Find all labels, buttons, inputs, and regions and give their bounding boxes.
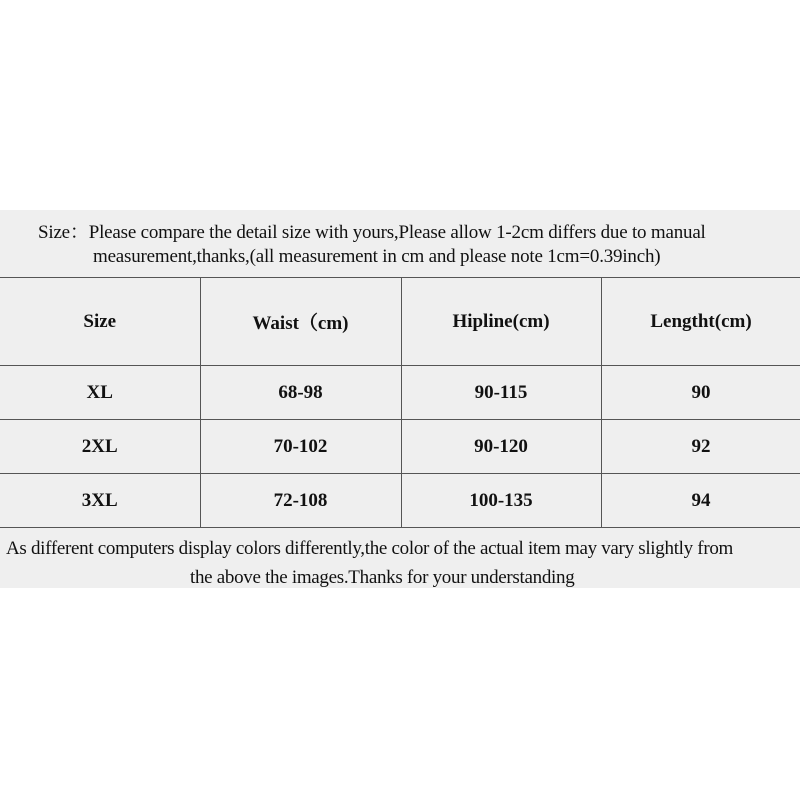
cell-size: 2XL <box>0 420 200 474</box>
cell-waist: 68-98 <box>200 366 401 420</box>
cell-waist: 70-102 <box>200 420 401 474</box>
size-note-line-2: measurement,thanks,(all measurement in cm and please note 1cm=0.39inch) <box>93 246 661 267</box>
cell-size: 3XL <box>0 474 200 528</box>
table-header-row <box>0 278 800 366</box>
header-length: Lengtht(cm) <box>601 278 800 366</box>
table-row <box>0 420 800 474</box>
header-size: Size <box>0 278 200 366</box>
cell-waist: 72-108 <box>200 474 401 528</box>
header-hipline: Hipline(cm) <box>401 278 601 366</box>
cell-hipline: 90-115 <box>401 366 601 420</box>
table-row <box>0 474 800 528</box>
size-note-line-1: Size：Please compare the detail size with yours,Please allow 1-2cm differs due to manual <box>38 222 706 243</box>
size-chart <box>0 210 800 588</box>
table-row <box>0 366 800 420</box>
color-disclaimer-line-2: the above the images.Thanks for your understanding <box>190 567 575 588</box>
header-waist: Waist（cm) <box>200 278 401 366</box>
size-table <box>0 278 800 528</box>
cell-length: 92 <box>601 420 800 474</box>
color-disclaimer <box>0 534 800 588</box>
cell-length: 94 <box>601 474 800 528</box>
color-disclaimer-line-1: As different computers display colors differently,the color of the actual item may vary slightly from <box>6 538 734 559</box>
size-note <box>0 210 800 278</box>
cell-hipline: 100-135 <box>401 474 601 528</box>
cell-length: 90 <box>601 366 800 420</box>
cell-hipline: 90-120 <box>401 420 601 474</box>
cell-size: XL <box>0 366 200 420</box>
